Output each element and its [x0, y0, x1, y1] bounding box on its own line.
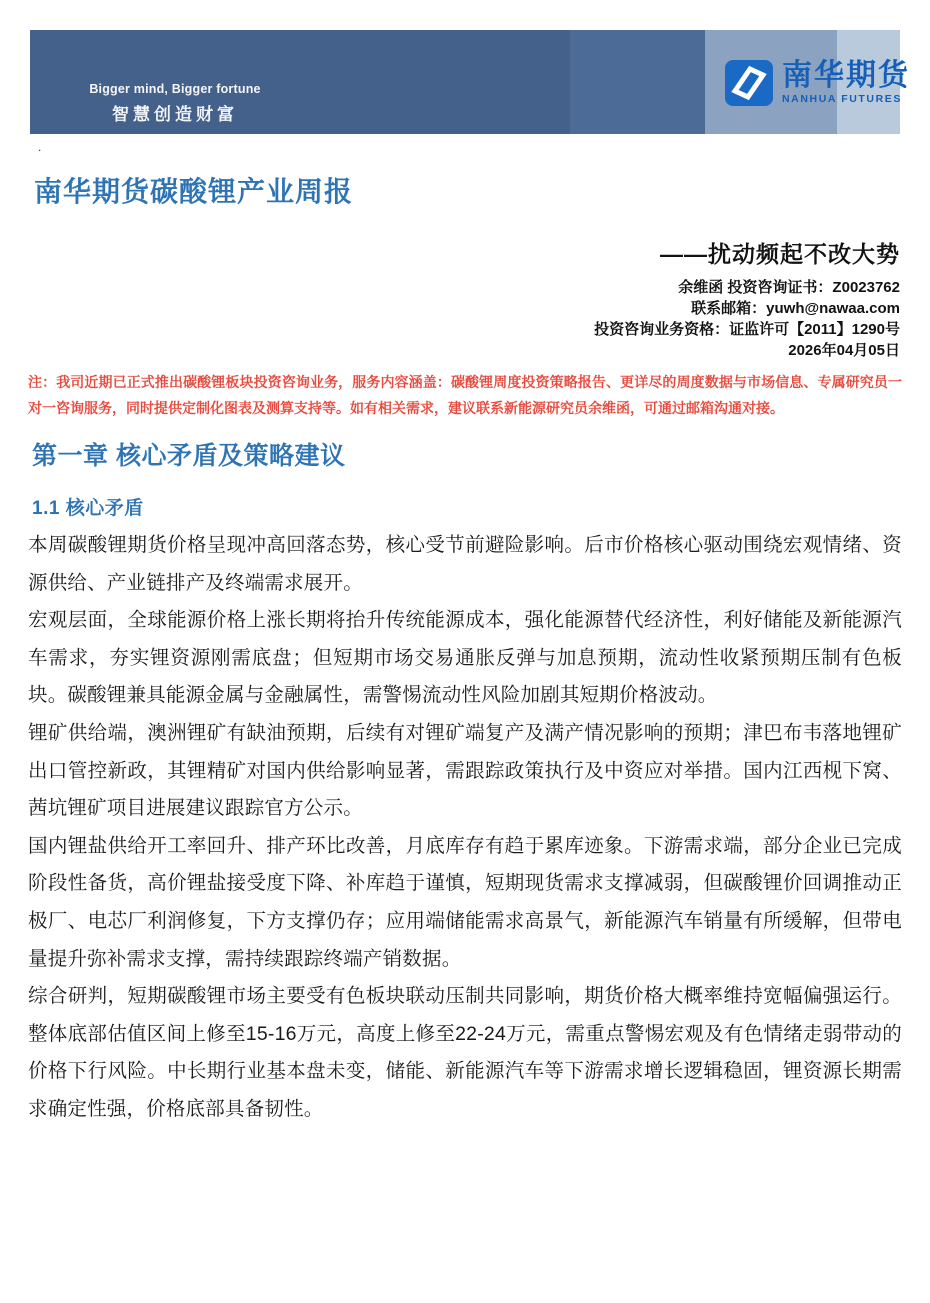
tagline-english: Bigger mind, Bigger fortune — [89, 82, 261, 96]
banner-tagline — [88, 82, 262, 125]
contact-email-line: 联系邮箱：yuwh@nawaa.com — [691, 300, 900, 317]
analyst-certificate-line: 余维函 投资咨询证书：Z0023762 — [678, 279, 900, 296]
logo-name-english: NANHUA FUTURES — [782, 93, 903, 106]
report-content — [0, 170, 930, 1129]
banner-main-block — [30, 30, 570, 134]
body-paragraph-4: 国内锂盐供给开工率回升、排产环比改善，月底库存有趋于累库迹象。下游需求端，部分企业已完成阶段性备货，高价锂盐接受度下降、补库趋于谨慎，短期现货需求支撑减弱，但碳酸锂价回调推动正极厂、电芯厂利润修复，下方支撑仍存；应用端储能需求高景气，新能源汽车销量有所缓解，但带电量提升弥补需求支撑，需持续跟踪终端产销数据。 — [28, 834, 902, 970]
nanhua-futures-logo-icon — [725, 60, 773, 106]
top-banner — [30, 30, 910, 134]
report-subtitle: ——扰动频起不改大势 — [660, 241, 900, 267]
body-paragraph-3: 锂矿供给端，澳洲锂矿有缺油预期，后续有对锂矿端复产及满产情况影响的预期；津巴布韦落地锂矿出口管控新政，其锂精矿对国内供给影响显著，需跟踪政策执行及中资应对举措。国内江西枧下窝、茜坑锂矿项目进展建议跟踪官方公示。 — [28, 721, 902, 820]
company-logo — [725, 60, 910, 106]
analyst-meta-block — [28, 277, 902, 361]
chapter-1-heading: 第一章 核心矛盾及策略建议 — [32, 442, 346, 470]
business-qualification-line: 投资咨询业务资格：证监许可【2011】1290号 — [594, 321, 900, 338]
report-date: 2026年04月05日 — [788, 342, 900, 359]
service-notice-red-text: 注：我司近期已正式推出碳酸锂板块投资咨询业务，服务内容涵盖：碳酸锂周度投资策略报告、更详尽的周度数据与市场信息、专属研究员一对一咨询服务，同时提供定制化图表及测算支持等。如有相关需求，建议联系新能源研究员余维函，可通过邮箱沟通对接。 — [28, 374, 902, 416]
banner-segment-2 — [570, 30, 705, 134]
section-body — [28, 527, 902, 1129]
section-1-1-heading: 1.1 核心矛盾 — [32, 498, 144, 519]
body-paragraph-2: 宏观层面，全球能源价格上涨长期将抬升传统能源成本，强化能源替代经济性，利好储能及新能源汽车需求，夯实锂资源刚需底盘；但短期市场交易通胀反弹与加息预期，流动性收紧预期压制有色板块。碳酸锂兼具能源金属与金融属性，需警惕流动性风险加剧其短期价格波动。 — [28, 609, 902, 707]
logo-text-block — [782, 61, 910, 105]
logo-name-chinese: 南华期货 — [782, 59, 910, 93]
tagline-chinese: 智慧创造财富 — [112, 105, 238, 124]
body-paragraph-5: 综合研判，短期碳酸锂市场主要受有色板块联动压制共同影响，期货价格大概率维持宽幅偏强运行。整体底部估值区间上修至15-16万元，高度上修至22-24万元，需重点警惕宏观及有色情绪走弱带动的价格下行风险。中长期行业基本盘未变，储能、新能源汽车等下游需求增长逻辑稳固，锂资源长期需求确定性强，价格底部具备韧性。 — [28, 985, 902, 1120]
report-title: 南华期货碳酸锂产业周报 — [34, 176, 354, 207]
stray-period-mark: . — [38, 140, 42, 154]
body-paragraph-1: 本周碳酸锂期货价格呈现冲高回落态势，核心受节前避险影响。后市价格核心驱动围绕宏观情绪、资源供给、产业链排产及终端需求展开。 — [28, 534, 902, 594]
